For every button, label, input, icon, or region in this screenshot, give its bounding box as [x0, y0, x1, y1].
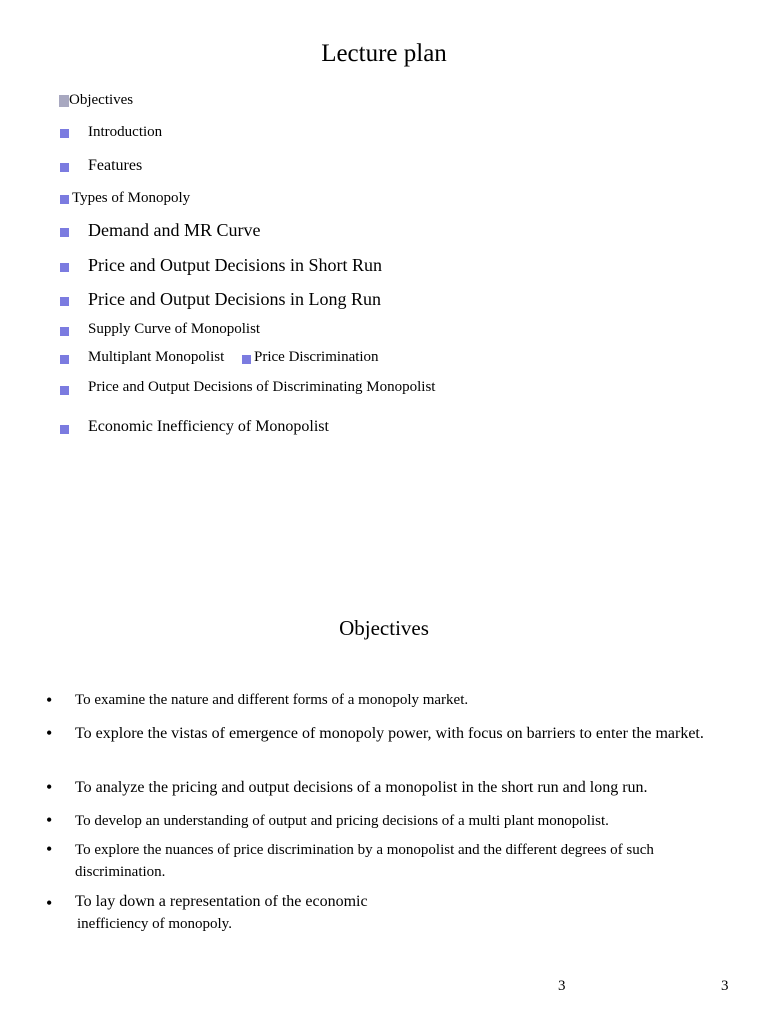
plan-item-inefficiency: Economic Inefficiency of Monopolist: [88, 418, 329, 435]
objective-item: To examine the nature and different forms of a monopoly market.: [75, 692, 469, 708]
objective-item: To explore the nuances of price discrimination by a monopolist and the different degrees of such discrimination.: [75, 842, 654, 880]
bullet-square-icon: [60, 129, 69, 138]
objective-item: To analyze the pricing and output decisions of a monopolist in the short run and long run.: [75, 779, 648, 796]
plan-item-price-discrimination: Price Discrimination: [254, 349, 379, 365]
bullet-square-icon: [60, 163, 69, 172]
objective-item: To develop an understanding of output and pricing decisions of a multi plant monopolist.: [75, 813, 609, 829]
bullet-square-icon: [60, 228, 69, 237]
bullet-dot-icon: •: [46, 690, 53, 710]
plan-item-discriminating: Price and Output Decisions of Discriminating Monopolist: [88, 379, 436, 395]
bullet-dot-icon: •: [46, 810, 53, 830]
plan-item-features: Features: [88, 157, 143, 174]
bullet-square-icon: [60, 263, 69, 272]
objective-item: To lay down a representation of the economic: [75, 893, 368, 910]
bullet-square-icon: [60, 386, 69, 395]
bullet-square-icon: [59, 95, 69, 107]
plan-item-objectives: Objectives: [69, 92, 134, 108]
bullet-square-icon: [60, 327, 69, 336]
page-number: 3: [558, 978, 566, 994]
plan-item-long-run: Price and Output Decisions in Long Run: [88, 289, 381, 309]
objectives-title: Objectives: [339, 616, 429, 640]
bullet-dot-icon: •: [46, 893, 53, 913]
bullet-square-icon: [242, 355, 251, 364]
bullet-dot-icon: •: [46, 777, 53, 797]
lecture-plan-title: Lecture plan: [321, 40, 447, 67]
objective-item: To explore the vistas of emergence of monopoly power, with focus on barriers to enter the market.: [75, 725, 704, 742]
plan-item-types: Types of Monopoly: [72, 190, 191, 206]
objective-item-continuation: inefficiency of monopoly.: [77, 916, 232, 932]
bullet-square-icon: [60, 425, 69, 434]
plan-item-demand-mr: Demand and MR Curve: [88, 220, 261, 240]
bullet-dot-icon: •: [46, 723, 53, 743]
bullet-square-icon: [60, 195, 69, 204]
page-number: 3: [721, 978, 729, 994]
plan-item-multiplant: Multiplant Monopolist: [88, 349, 225, 365]
bullet-dot-icon: •: [46, 839, 53, 859]
bullet-square-icon: [60, 355, 69, 364]
plan-item-short-run: Price and Output Decisions in Short Run: [88, 255, 382, 275]
plan-item-supply-curve: Supply Curve of Monopolist: [88, 321, 261, 337]
plan-item-introduction: Introduction: [88, 124, 163, 140]
bullet-square-icon: [60, 297, 69, 306]
